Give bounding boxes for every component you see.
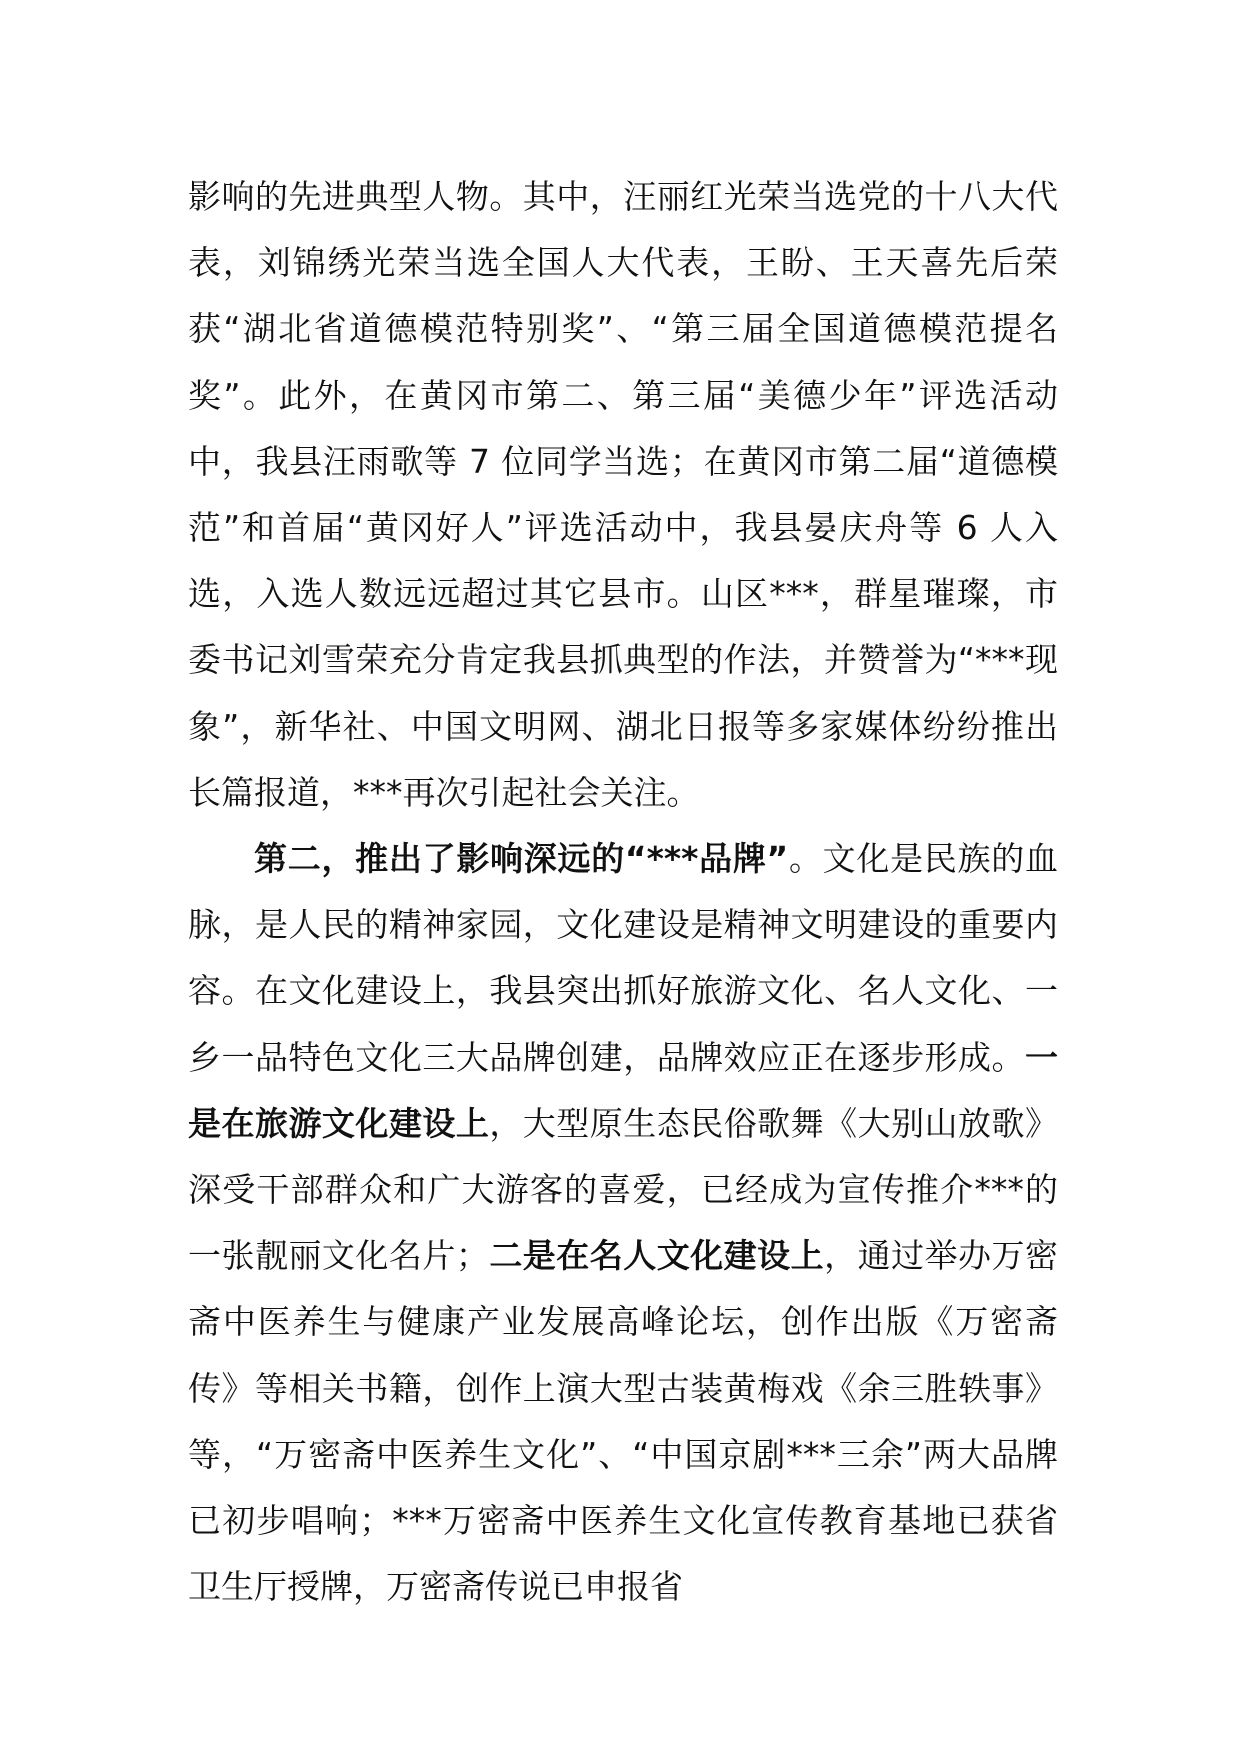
paragraph-2-heading: 第二，推出了影响深远的“***品牌” <box>254 839 789 879</box>
document-body <box>188 164 1058 1620</box>
paragraph-2 <box>188 826 1058 1620</box>
paragraph-2-text-1: 。文化是民族的血脉，是人民的精神家园，文化建设是精神文明建设的重要内容。在文化建设上，我县突出抓好旅游文化、名人文化、一乡一品特色文化三大品牌创建，品牌效应正在逐步形成。 <box>188 839 1058 1077</box>
paragraph-2-text-2: ，大型原生态民俗歌舞《大别山放歌》深受干部群众和广大游客的喜爱，已经成为宣传推介***的一张靓丽文化名片； <box>188 1103 1059 1276</box>
paragraph-2-point-2: 二是在名人文化建设上 <box>488 1236 825 1276</box>
paragraph-1 <box>188 164 1058 826</box>
paragraph-2-text-3: ，通过举办万密斋中医养生与健康产业发展高峰论坛，创作出版《万密斋传》等相关书籍，创作上演大型古装黄梅戏《余三胜轶事》等，“万密斋中医养生文化”、“中国京剧***三余”两大品牌已初步唱响；***万密斋中医养生文化宣传教育基地已获省卫生厅授牌，万密斋传说已申报省 <box>188 1236 1059 1607</box>
paragraph-2-point-1: 一是在旅游文化建设上 <box>188 1037 1058 1143</box>
paragraph-1-text: 影响的先进典型人物。其中，汪丽红光荣当选党的十八大代表，刘锦绣光荣当选全国人大代表，王盼、王天喜先后荣获“湖北省道德模范特别奖”、“第三届全国道德模范提名奖”。此外，在黄冈市第二、第三届“美德少年”评选活动中，我县汪雨歌等 7 位同学当选；在黄冈市第二届“道德模范”和首届“黄冈好人”评选活动中，我县晏庆舟等 6 人入选，入选人数远远超过其它县市。山区***，群星璀璨，市委书记刘雪荣充分肯定我县抓典型的作法，并赞誉为“***现象”，新华社、中国文明网、湖北日报等多家媒体纷纷推出长篇报道，***再次引起社会关注。 <box>188 177 1058 812</box>
